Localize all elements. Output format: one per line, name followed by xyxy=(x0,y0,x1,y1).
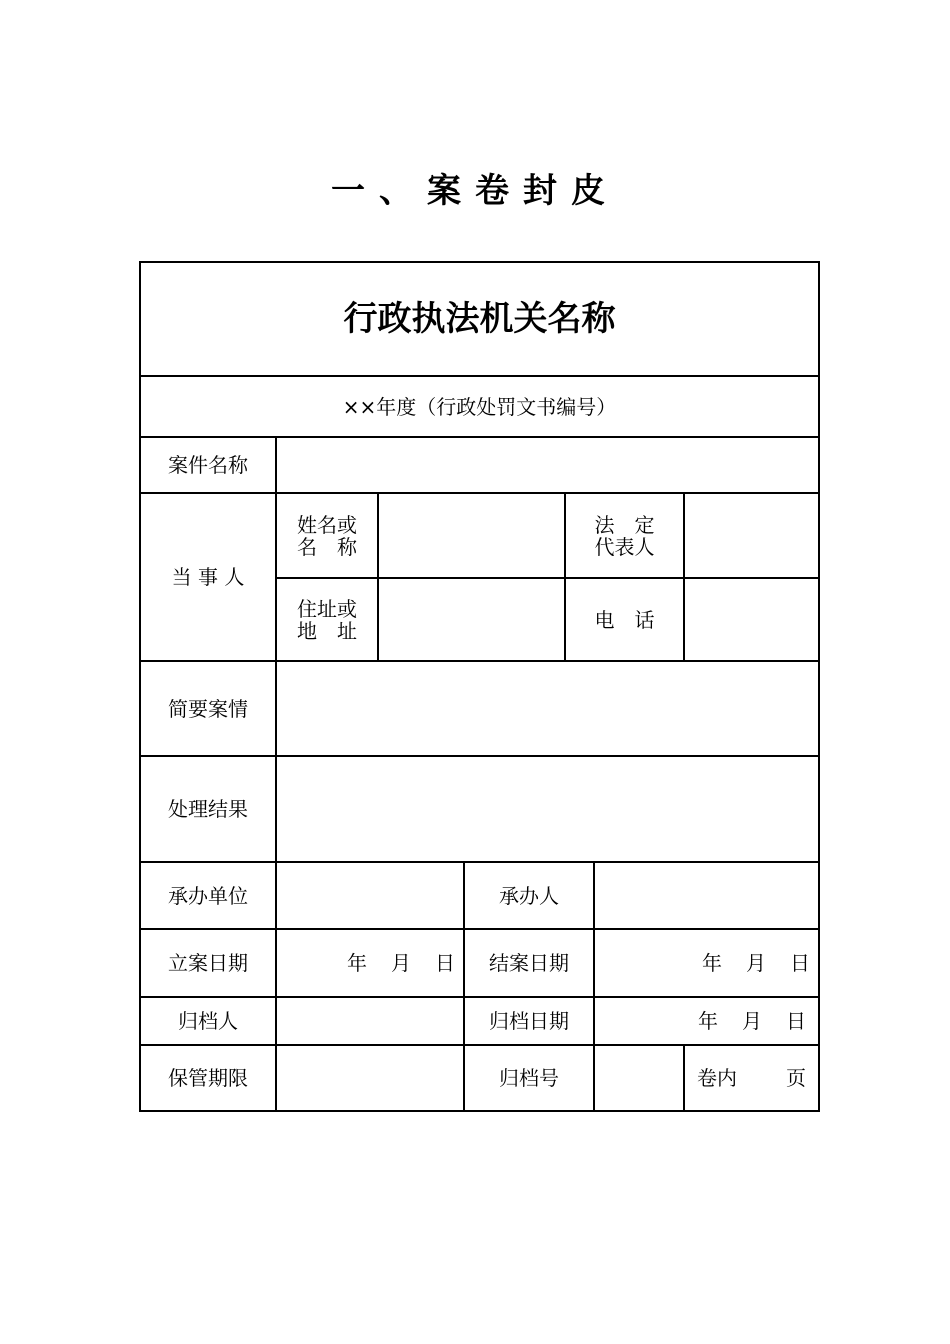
result-label: 处理结果 xyxy=(168,797,248,821)
archive-date-month: 月 xyxy=(742,1009,762,1033)
closing-date-field[interactable] xyxy=(595,930,818,996)
phone-field[interactable] xyxy=(685,579,818,660)
filing-date-field[interactable] xyxy=(277,930,463,996)
summary-label: 简要案情 xyxy=(168,696,248,721)
name-field[interactable] xyxy=(379,494,564,577)
name-label-line1: 姓名或 xyxy=(297,512,357,537)
address-label-line2: 地 址 xyxy=(297,618,357,643)
page-count-suffix: 页 xyxy=(786,1066,806,1090)
name-label-line2: 名 称 xyxy=(297,534,357,559)
case-name-label: 案件名称 xyxy=(168,453,248,477)
summary-field[interactable] xyxy=(277,662,818,755)
archive-date-day: 日 xyxy=(786,1009,806,1033)
retention-field[interactable] xyxy=(277,1046,463,1110)
closing-date-label: 结案日期 xyxy=(489,951,569,975)
party-label: 当 事 人 xyxy=(171,565,245,589)
case-name-field[interactable] xyxy=(277,438,818,492)
archive-number-field[interactable] xyxy=(595,1046,683,1110)
case-cover-form xyxy=(139,261,820,1112)
closing-date-day: 日 xyxy=(790,951,810,975)
document-number: ××年度（行政处罚文书编号） xyxy=(342,394,617,419)
handling-unit-field[interactable] xyxy=(277,863,463,928)
handler-label: 承办人 xyxy=(499,883,559,908)
page-count-prefix: 卷内 xyxy=(697,1066,737,1090)
agency-name: 行政执法机关名称 xyxy=(343,299,616,339)
result-field[interactable] xyxy=(277,757,818,861)
archive-date-label: 归档日期 xyxy=(489,1009,569,1033)
legal-rep-field[interactable] xyxy=(685,494,818,577)
legal-rep-label xyxy=(566,494,683,577)
page-title: 一、案卷封皮 xyxy=(331,171,619,211)
archivist-field[interactable] xyxy=(277,998,463,1044)
phone-label: 电 话 xyxy=(594,607,655,632)
filing-date-month: 月 xyxy=(391,951,411,975)
page-count-field[interactable] xyxy=(685,1046,818,1110)
filing-date-day: 日 xyxy=(435,951,455,975)
legal-rep-label-line1: 法 定 xyxy=(594,512,655,537)
closing-date-month: 月 xyxy=(746,951,766,975)
archive-date-year: 年 xyxy=(698,1009,718,1033)
filing-date-label: 立案日期 xyxy=(168,951,248,975)
retention-label: 保管期限 xyxy=(168,1066,248,1090)
name-label xyxy=(277,494,377,577)
handling-unit-label: 承办单位 xyxy=(168,883,248,908)
archivist-label: 归档人 xyxy=(178,1009,238,1033)
address-field[interactable] xyxy=(379,579,564,660)
address-label xyxy=(277,579,377,660)
handler-field[interactable] xyxy=(595,863,818,928)
address-label-line1: 住址或 xyxy=(297,596,357,621)
filing-date-year: 年 xyxy=(347,951,367,975)
archive-number-label: 归档号 xyxy=(499,1066,559,1090)
archive-date-field[interactable] xyxy=(595,998,818,1044)
legal-rep-label-line2: 代表人 xyxy=(594,534,655,559)
closing-date-year: 年 xyxy=(702,951,722,975)
